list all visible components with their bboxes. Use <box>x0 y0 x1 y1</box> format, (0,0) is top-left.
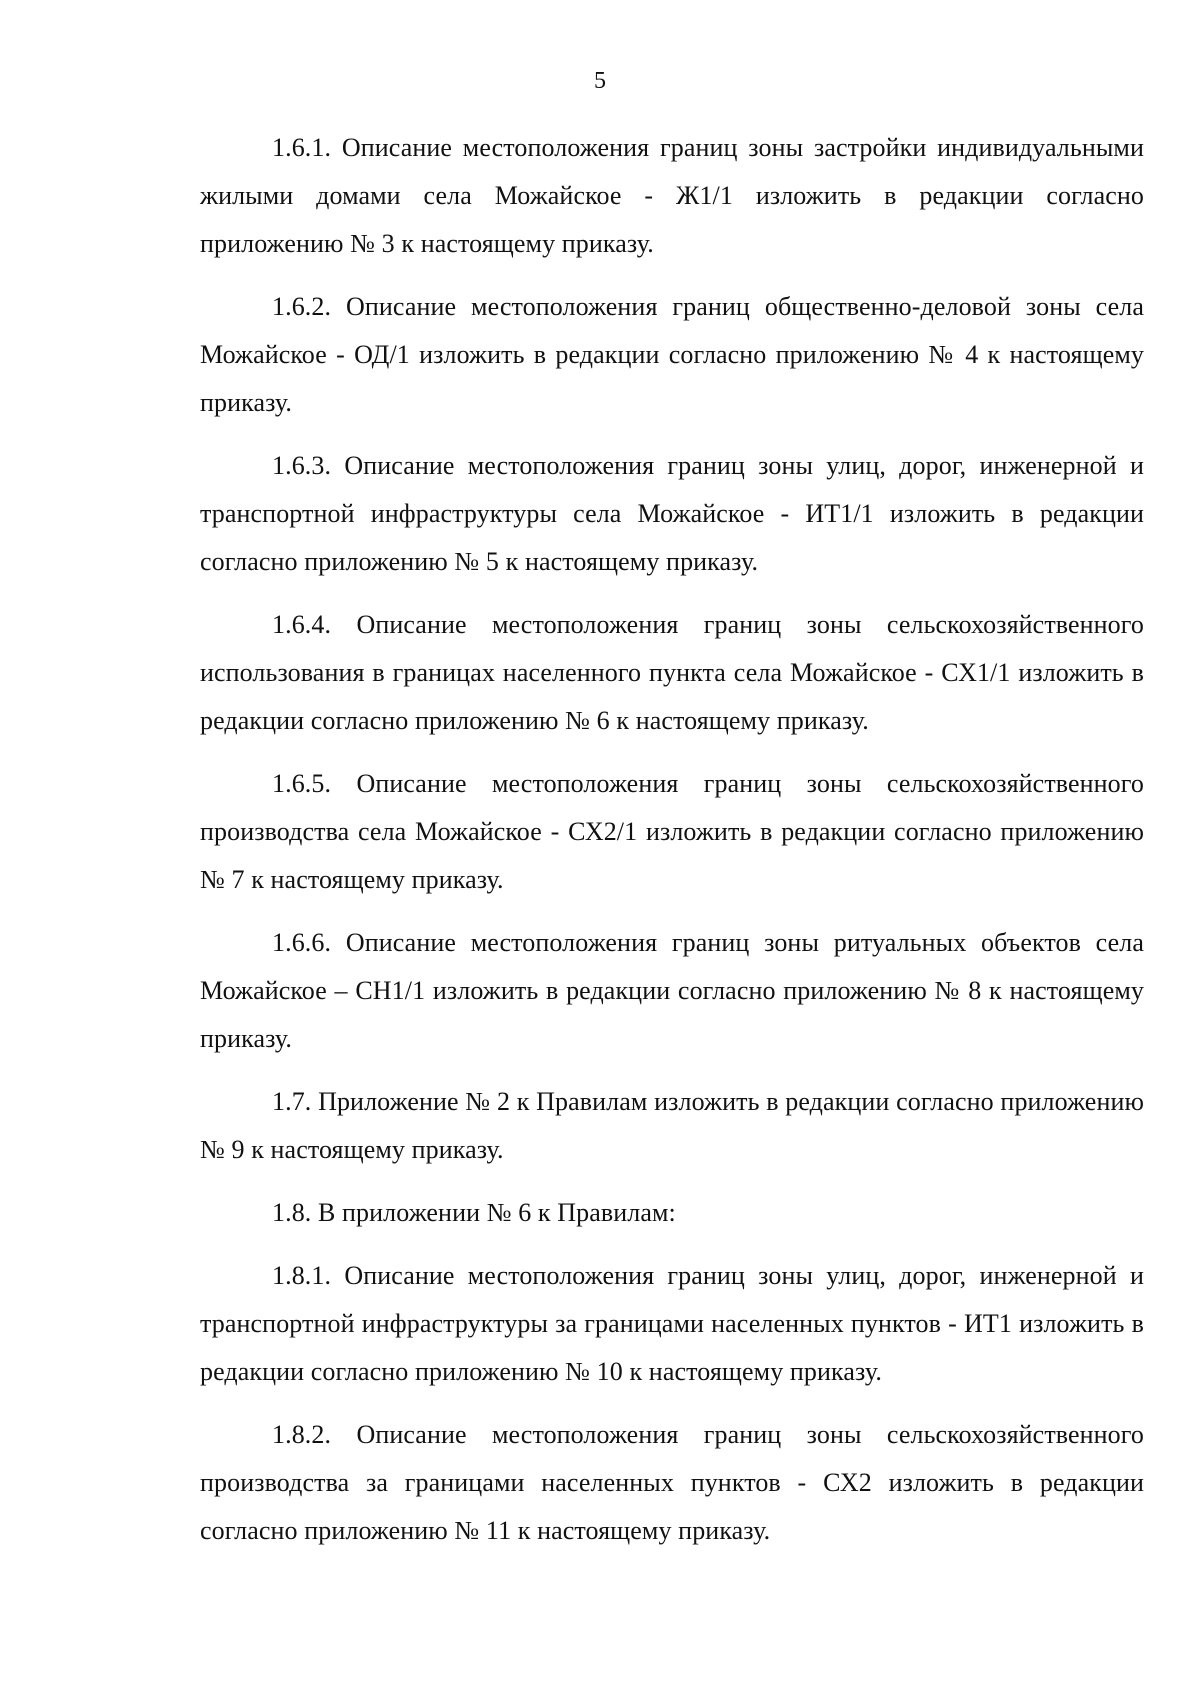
paragraph-1-6-2: 1.6.2. Описание местоположения границ общественно-деловой зоны села Можайское - ОД/1 изложить в редакции согласно приложению № 4 к настоящему приказу. <box>200 292 1144 417</box>
document-body <box>200 124 1144 1570</box>
paragraph-1-6-5: 1.6.5. Описание местоположения границ зоны сельскохозяйственного производства села Можайское - СХ2/1 изложить в редакции согласно приложению № 7 к настоящему приказу. <box>200 769 1144 894</box>
paragraph-1-8-1: 1.8.1. Описание местоположения границ зоны улиц, дорог, инженерной и транспортной инфраструктуры за границами населенных пунктов - ИТ1 изложить в редакции согласно приложению № 10 к настоящему приказу. <box>200 1261 1144 1386</box>
paragraph-1-8: 1.8. В приложении № 6 к Правилам: <box>272 1198 676 1227</box>
paragraph-1-6-4: 1.6.4. Описание местоположения границ зоны сельскохозяйственного использования в границах населенного пункта села Можайское - СХ1/1 изложить в редакции согласно приложению № 6 к настоящему приказу. <box>200 610 1144 735</box>
paragraph-1-6-6: 1.6.6. Описание местоположения границ зоны ритуальных объектов села Можайское – СН1/1 изложить в редакции согласно приложению № 8 к настоящему приказу. <box>200 928 1144 1053</box>
paragraph-1-6-3: 1.6.3. Описание местоположения границ зоны улиц, дорог, инженерной и транспортной инфраструктуры села Можайское - ИТ1/1 изложить в редакции согласно приложению № 5 к настоящему приказу. <box>200 451 1144 576</box>
paragraph-1-7: 1.7. Приложение № 2 к Правилам изложить в редакции согласно приложению № 9 к настоящему приказу. <box>200 1087 1144 1164</box>
paragraph-1-8-2: 1.8.2. Описание местоположения границ зоны сельскохозяйственного производства за границами населенных пунктов - СХ2 изложить в редакции согласно приложению № 11 к настоящему приказу. <box>200 1420 1144 1545</box>
paragraph-1-6-1: 1.6.1. Описание местоположения границ зоны застройки индивидуальными жилыми домами села Можайское - Ж1/1 изложить в редакции согласно приложению № 3 к настоящему приказу. <box>200 133 1144 258</box>
page-number: 5 <box>594 68 606 94</box>
